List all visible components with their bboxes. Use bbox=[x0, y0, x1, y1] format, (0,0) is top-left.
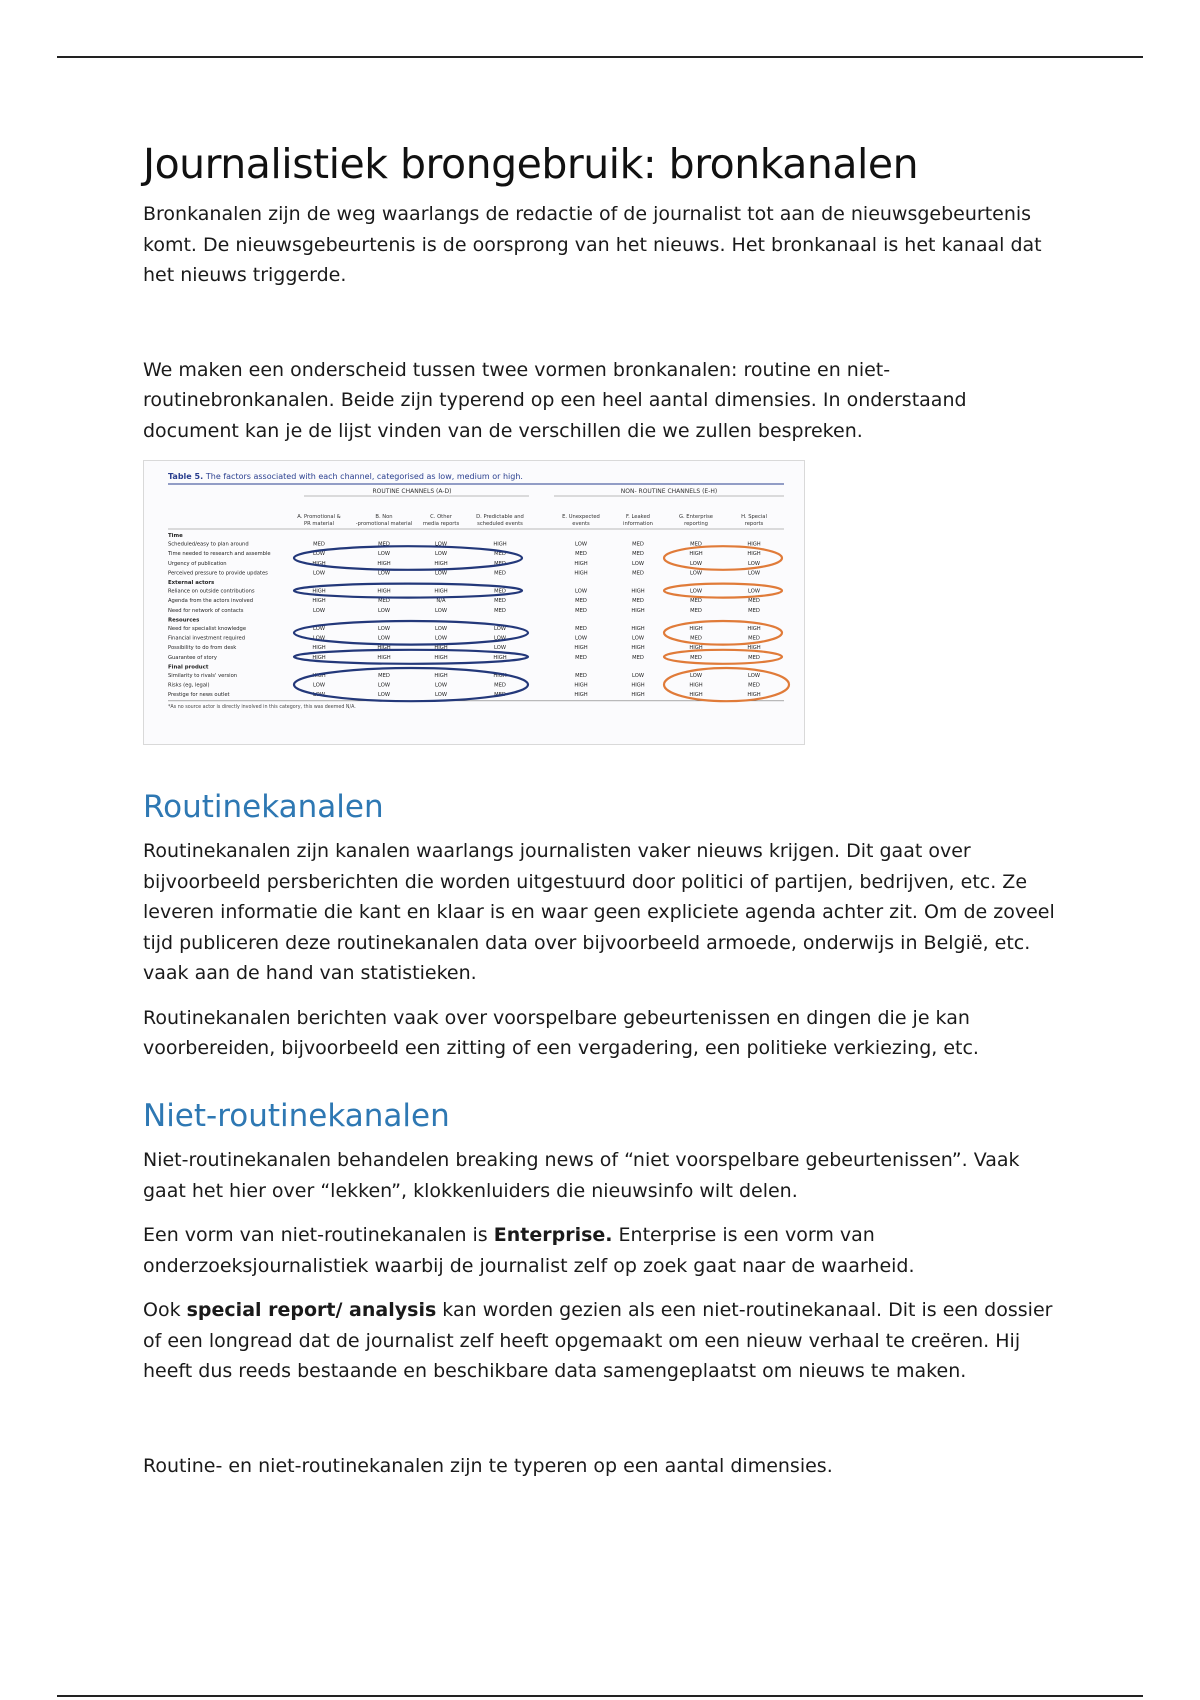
cell-value: LOW bbox=[748, 673, 760, 680]
cell-value: HIGH bbox=[689, 645, 703, 652]
cell-value: MED bbox=[494, 570, 506, 577]
enterprise-suffix: Enterprise is een vorm van onderzoeksjournalistiek waarbij de journalist zelf op zoek gaat naar de waarheid. bbox=[143, 1224, 915, 1277]
cell-value: LOW bbox=[378, 682, 390, 689]
cell-value: LOW bbox=[632, 560, 644, 567]
column-header-8-line1: H. Special bbox=[741, 514, 767, 521]
cell-value: HIGH bbox=[631, 607, 645, 614]
cell-value: LOW bbox=[690, 560, 702, 567]
nonroutine-paragraph-2 bbox=[143, 1220, 1063, 1281]
cell-value: N/A bbox=[436, 598, 446, 605]
cell-value: MED bbox=[748, 682, 760, 689]
column-header-2-line2: -promotional material bbox=[355, 521, 413, 528]
cell-value: HIGH bbox=[312, 560, 326, 567]
cell-value: HIGH bbox=[312, 654, 326, 661]
row-label: Financial investment required bbox=[168, 635, 246, 642]
cell-value: MED bbox=[378, 673, 390, 680]
cell-value: HIGH bbox=[689, 551, 703, 558]
column-header-1-line2: PR material bbox=[303, 521, 335, 528]
top-rule bbox=[57, 56, 1143, 58]
cell-value: HIGH bbox=[493, 541, 507, 548]
cell-value: HIGH bbox=[312, 598, 326, 605]
column-header-3-line2: media reports bbox=[422, 521, 460, 528]
cell-value: MED bbox=[632, 551, 644, 558]
cell-value: LOW bbox=[378, 692, 390, 699]
cell-value: LOW bbox=[378, 626, 390, 633]
cell-value: HIGH bbox=[747, 541, 761, 548]
highlight-oval-time bbox=[294, 546, 522, 570]
nonroutine-paragraph-1: Niet-routinekanalen behandelen breaking news of “niet voorspelbare gebeurtenissen”. Vaak gaat het hier over “lekken”, klokkenluiders die nieuwsinfo wilt delen. bbox=[143, 1149, 1020, 1202]
column-header-2-line1: B. Non bbox=[375, 514, 393, 521]
document-body bbox=[143, 140, 1063, 1481]
cell-value: MED bbox=[690, 541, 702, 548]
cell-value: LOW bbox=[435, 692, 447, 699]
channel-factors-table bbox=[144, 461, 804, 744]
cell-value: HIGH bbox=[574, 682, 588, 689]
cell-value: MED bbox=[690, 635, 702, 642]
cell-value: LOW bbox=[632, 635, 644, 642]
row-label: Reliance on outside contributions bbox=[168, 588, 255, 595]
highlight-oval-resources bbox=[294, 621, 528, 645]
column-header-5-line2: events bbox=[572, 521, 590, 528]
table-caption-text: The factors associated with each channel, categorised as low, medium or high. bbox=[205, 472, 523, 482]
section-title-4: Final product bbox=[168, 664, 209, 671]
cell-value: HIGH bbox=[574, 692, 588, 699]
cell-value: MED bbox=[494, 560, 506, 567]
cell-value: LOW bbox=[313, 570, 325, 577]
table-footnote: *As no source actor is directly involved in this category, this was deemed N/A. bbox=[168, 704, 356, 710]
intro-paragraph: Bronkanalen zijn de weg waarlangs de redactie of de journalist tot aan de nieuwsgebeurtenis komt. De nieuwsgebeurtenis is de oorsprong van het nieuws. Het bronkanaal is het kanaal dat het nieuws triggerde. bbox=[143, 203, 1042, 287]
cell-value: MED bbox=[575, 654, 587, 661]
column-header-7-line2: reporting bbox=[684, 521, 708, 528]
bottom-rule bbox=[57, 1695, 1143, 1697]
cell-value: HIGH bbox=[631, 626, 645, 633]
cell-value: MED bbox=[632, 654, 644, 661]
channel-factors-table-figure bbox=[143, 460, 805, 745]
cell-value: LOW bbox=[435, 551, 447, 558]
column-header-8-line2: reports bbox=[744, 521, 764, 528]
column-header-3-line1: C. Other bbox=[430, 514, 452, 521]
cell-value: HIGH bbox=[434, 645, 448, 652]
cell-value: LOW bbox=[435, 607, 447, 614]
cell-value: MED bbox=[632, 541, 644, 548]
cell-value: HIGH bbox=[434, 588, 448, 595]
cell-value: HIGH bbox=[689, 626, 703, 633]
cell-value: LOW bbox=[575, 635, 587, 642]
cell-value: HIGH bbox=[312, 645, 326, 652]
cell-value: LOW bbox=[378, 607, 390, 614]
cell-value: LOW bbox=[313, 682, 325, 689]
section-title-1: Time bbox=[168, 533, 183, 540]
nonroutine-heading: Niet-routinekanalen bbox=[143, 1097, 450, 1134]
cell-value: LOW bbox=[690, 673, 702, 680]
highlight-oval-time-nonroutine bbox=[664, 546, 782, 570]
cell-value: HIGH bbox=[377, 560, 391, 567]
row-label: Similarity to rivals' version bbox=[168, 673, 238, 680]
cell-value: MED bbox=[494, 588, 506, 595]
routine-heading: Routinekanalen bbox=[143, 789, 384, 826]
cell-value: MED bbox=[575, 673, 587, 680]
cell-value: HIGH bbox=[631, 588, 645, 595]
cell-value: MED bbox=[748, 607, 760, 614]
cell-value: LOW bbox=[748, 570, 760, 577]
cell-value: MED bbox=[748, 598, 760, 605]
cell-value: HIGH bbox=[631, 682, 645, 689]
routine-paragraph-2: Routinekanalen berichten vaak over voorspelbare gebeurtenissen en dingen die je kan voorbereiden, bijvoorbeeld een zitting of een vergadering, een politieke verkiezing, etc. bbox=[143, 1006, 979, 1060]
column-header-4-line2: scheduled events bbox=[477, 521, 523, 528]
cell-value: MED bbox=[494, 607, 506, 614]
table-caption-label: Table 5. bbox=[168, 472, 206, 482]
cell-value: LOW bbox=[435, 541, 447, 548]
cell-value: HIGH bbox=[434, 654, 448, 661]
cell-value: MED bbox=[494, 682, 506, 689]
cell-value: MED bbox=[575, 626, 587, 633]
column-header-1-line1: A. Promotional & bbox=[297, 514, 341, 521]
cell-value: LOW bbox=[313, 551, 325, 558]
special-report-term: special report/ analysis bbox=[186, 1299, 437, 1322]
row-label: Possibility to do from desk bbox=[168, 645, 237, 652]
cell-value: LOW bbox=[313, 635, 325, 642]
cell-value: LOW bbox=[435, 635, 447, 642]
cell-value: LOW bbox=[494, 626, 506, 633]
cell-value: LOW bbox=[435, 570, 447, 577]
special-report-suffix: kan worden gezien als een niet-routinekanaal. Dit is een dossier of een longread dat de journalist zelf heeft opgemaakt om een nieuw verhaal te creëren. Hij heeft dus reeds bestaande en beschikbare data samengeplaatst om nieuws te maken. bbox=[143, 1299, 1053, 1383]
cell-value: MED bbox=[494, 551, 506, 558]
cell-value: LOW bbox=[435, 682, 447, 689]
enterprise-term: Enterprise. bbox=[493, 1224, 613, 1247]
column-header-7-line1: G. Enterprise bbox=[678, 514, 714, 521]
group-routine: ROUTINE CHANNELS (A-D) bbox=[372, 488, 452, 496]
cell-value: LOW bbox=[378, 551, 390, 558]
cell-value: HIGH bbox=[631, 692, 645, 699]
cell-value: HIGH bbox=[574, 570, 588, 577]
cell-value: LOW bbox=[313, 607, 325, 614]
cell-value: MED bbox=[690, 654, 702, 661]
cell-value: HIGH bbox=[434, 560, 448, 567]
column-header-6-line2: information bbox=[623, 521, 653, 528]
closing-paragraph: Routine- en niet-routinekanalen zijn te typeren op een aantal dimensies. bbox=[143, 1454, 833, 1477]
highlight-oval-external bbox=[294, 584, 522, 598]
cell-value: HIGH bbox=[377, 645, 391, 652]
special-report-prefix: Ook bbox=[143, 1299, 187, 1322]
routine-paragraph-1: Routinekanalen zijn kanalen waarlangs journalisten vaker nieuws krijgen. Dit gaat over bijvoorbeeld persberichten die worden uitgestuurd door politici of partijen, bedrijven, etc. Ze leveren informatie die kant en klaar is en waar geen expliciete agenda achter zit. Om de zoveel tijd publiceren deze routinekanalen data over bijvoorbeeld armoede, onderwijs in België, etc. vaak aan de hand van statistieken. bbox=[143, 840, 1055, 985]
cell-value: MED bbox=[378, 598, 390, 605]
row-label: Need for specialist knowledge bbox=[168, 626, 247, 633]
cell-value: MED bbox=[575, 607, 587, 614]
cell-value: HIGH bbox=[312, 673, 326, 680]
highlight-oval-final bbox=[294, 668, 528, 701]
row-label: Time needed to research and assemble bbox=[168, 551, 271, 558]
column-header-5-line1: E. Unexpected bbox=[562, 514, 600, 521]
column-header-6-line1: F. Leaked bbox=[626, 514, 650, 521]
cell-value: HIGH bbox=[747, 645, 761, 652]
cell-value: LOW bbox=[748, 560, 760, 567]
row-label: Need for network of contacts bbox=[168, 607, 244, 614]
cell-value: HIGH bbox=[747, 551, 761, 558]
cell-value: MED bbox=[748, 654, 760, 661]
cell-value: HIGH bbox=[312, 588, 326, 595]
row-label: Risks (eg, legal) bbox=[168, 682, 210, 689]
cell-value: LOW bbox=[313, 692, 325, 699]
cell-value: HIGH bbox=[493, 673, 507, 680]
cell-value: LOW bbox=[494, 645, 506, 652]
highlight-oval-resources-nonroutine bbox=[664, 621, 782, 645]
cell-value: MED bbox=[632, 598, 644, 605]
highlight-oval-guarantee-nonroutine bbox=[664, 650, 782, 664]
row-label: Guarantee of story bbox=[168, 654, 217, 661]
group-nonroutine: NON- ROUTINE CHANNELS (E-H) bbox=[620, 488, 718, 496]
cell-value: MED bbox=[575, 598, 587, 605]
page-title: Journalistiek brongebruik: bronkanalen bbox=[143, 140, 919, 188]
cell-value: HIGH bbox=[377, 588, 391, 595]
table-caption bbox=[168, 472, 523, 481]
cell-value: MED bbox=[313, 541, 325, 548]
cell-value: LOW bbox=[435, 626, 447, 633]
row-label: Perceived pressure to provide updates bbox=[168, 570, 268, 577]
cell-value: HIGH bbox=[574, 645, 588, 652]
cell-value: HIGH bbox=[377, 654, 391, 661]
cell-value: LOW bbox=[378, 570, 390, 577]
section-title-2: External actors bbox=[168, 580, 215, 587]
cell-value: HIGH bbox=[631, 645, 645, 652]
cell-value: HIGH bbox=[747, 626, 761, 633]
cell-value: MED bbox=[690, 598, 702, 605]
cell-value: LOW bbox=[575, 588, 587, 595]
cell-value: MED bbox=[378, 541, 390, 548]
row-label: Agenda from the actors involved bbox=[168, 598, 254, 605]
highlight-oval-final-nonroutine bbox=[664, 668, 789, 701]
cell-value: LOW bbox=[575, 541, 587, 548]
section-title-3: Resources bbox=[168, 617, 200, 624]
row-label: Urgency of publication bbox=[168, 560, 227, 567]
cell-value: LOW bbox=[748, 588, 760, 595]
cell-value: HIGH bbox=[747, 692, 761, 699]
cell-value: MED bbox=[690, 607, 702, 614]
enterprise-prefix: Een vorm van niet-routinekanalen is bbox=[143, 1224, 494, 1247]
cell-value: MED bbox=[494, 692, 506, 699]
cell-value: HIGH bbox=[689, 682, 703, 689]
column-header-4-line1: D. Predictable and bbox=[476, 514, 524, 521]
row-label: Prestige for news outlet bbox=[168, 692, 230, 699]
cell-value: LOW bbox=[494, 635, 506, 642]
cell-value: LOW bbox=[378, 635, 390, 642]
cell-value: MED bbox=[748, 635, 760, 642]
cell-value: HIGH bbox=[574, 560, 588, 567]
distinction-paragraph: We maken een onderscheid tussen twee vormen bronkanalen: routine en niet-routinebronkanalen. Beide zijn typerend op een heel aantal dimensies. In onderstaand document kan je de lijst vinden van de verschillen die we zullen bespreken. bbox=[143, 358, 967, 442]
row-label: Scheduled/easy to plan around bbox=[168, 541, 249, 548]
cell-value: HIGH bbox=[493, 654, 507, 661]
cell-value: LOW bbox=[690, 570, 702, 577]
nonroutine-paragraph-3 bbox=[143, 1295, 1063, 1387]
cell-value: MED bbox=[575, 551, 587, 558]
cell-value: MED bbox=[494, 598, 506, 605]
cell-value: HIGH bbox=[434, 673, 448, 680]
cell-value: LOW bbox=[632, 673, 644, 680]
cell-value: LOW bbox=[690, 588, 702, 595]
cell-value: LOW bbox=[313, 626, 325, 633]
cell-value: HIGH bbox=[689, 692, 703, 699]
highlight-oval-external-nonroutine bbox=[664, 584, 782, 598]
cell-value: MED bbox=[632, 570, 644, 577]
